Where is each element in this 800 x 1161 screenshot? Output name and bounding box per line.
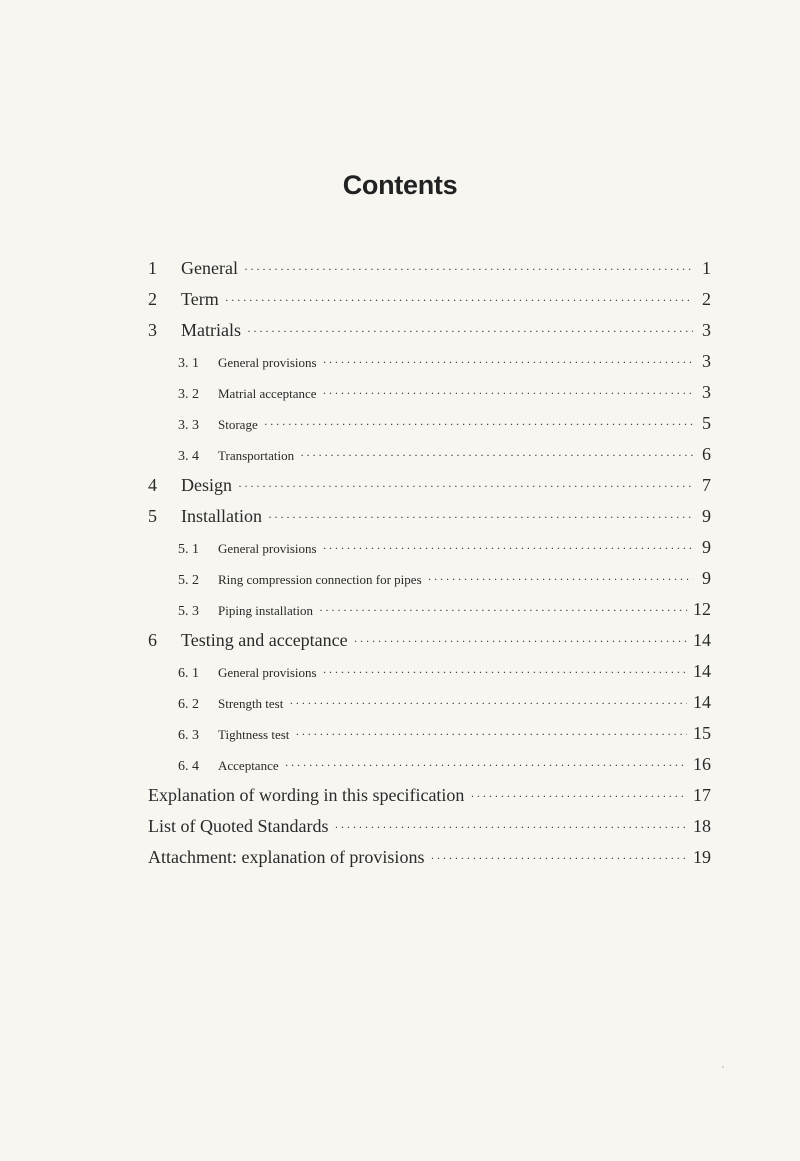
toc-entry-page: 3: [702, 351, 711, 371]
toc-entry-page: 18: [693, 816, 711, 836]
toc-entry-label: General provisions: [218, 541, 317, 556]
toc-entry-number: 1: [148, 258, 157, 278]
toc-entry[interactable]: [148, 284, 711, 315]
toc-entry-number: 5. 1: [178, 542, 199, 557]
toc-entry-label: Explanation of wording in this specification: [148, 785, 465, 805]
toc-entry-page: 14: [693, 692, 711, 712]
dot-leader: [238, 471, 693, 502]
toc-entry-number: 6. 3: [178, 728, 199, 743]
toc-entry-number: 6. 1: [178, 666, 199, 681]
toc-entry[interactable]: [148, 842, 711, 873]
dot-leader: [430, 843, 687, 874]
toc-entry-label: Design: [181, 475, 232, 495]
toc-entry[interactable]: [148, 501, 711, 532]
toc-entry-label: Storage: [218, 417, 258, 432]
dot-leader: [264, 409, 693, 440]
toc-entry-page: 7: [702, 475, 711, 495]
dot-leader: [354, 626, 687, 657]
toc-entry-number: 2: [148, 289, 157, 309]
toc-entry-label: General provisions: [218, 355, 317, 370]
toc-entry-page: 1: [702, 258, 711, 278]
dot-leader: [334, 812, 687, 843]
toc-subentry[interactable]: [148, 532, 711, 563]
dot-leader: [285, 750, 687, 781]
toc-entry-label: Acceptance: [218, 758, 279, 773]
toc-entry[interactable]: [148, 780, 711, 811]
toc-entry-number: 4: [148, 475, 157, 495]
dot-leader: [268, 502, 693, 533]
toc-entry-page: 5: [702, 413, 711, 433]
toc-entry-number: 3. 2: [178, 387, 199, 402]
dot-leader: [323, 347, 693, 378]
toc-entry-page: 9: [702, 568, 711, 588]
toc-subentry[interactable]: [148, 594, 711, 625]
toc-entry-label: Installation: [181, 506, 262, 526]
toc-subentry[interactable]: [148, 377, 711, 408]
toc-entry-page: 17: [693, 785, 711, 805]
toc-subentry[interactable]: [148, 687, 711, 718]
dot-leader: [319, 595, 687, 626]
dot-leader: [295, 719, 687, 750]
toc-entry-label: Term: [181, 289, 219, 309]
toc-entry-label: Matrials: [181, 320, 241, 340]
dot-leader: [470, 781, 687, 812]
toc-entry-page: 3: [702, 320, 711, 340]
toc-subentry[interactable]: [148, 408, 711, 439]
toc-subentry[interactable]: [148, 749, 711, 780]
toc-entry[interactable]: [148, 625, 711, 656]
toc-entry[interactable]: [148, 253, 711, 284]
toc-entry-label: Transportation: [218, 448, 295, 463]
toc-subentry[interactable]: [148, 439, 711, 470]
toc-entry-label: Tightness test: [218, 727, 290, 742]
toc-entry-number: 5. 2: [178, 573, 199, 588]
toc-entry-label: General: [181, 258, 238, 278]
toc-entry-number: 5. 3: [178, 604, 199, 619]
toc-subentry[interactable]: [148, 346, 711, 377]
dot-leader: [247, 316, 693, 347]
toc-entry-number: 6: [148, 630, 157, 650]
toc-entry-page: 6: [702, 444, 711, 464]
toc-entry-page: 14: [693, 630, 711, 650]
dot-leader: [289, 688, 687, 719]
toc-entry-number: 5: [148, 506, 157, 526]
dot-leader: [323, 378, 693, 409]
paper-speck: [722, 1066, 724, 1068]
toc-entry-label: Matrial acceptance: [218, 386, 317, 401]
dot-leader: [300, 440, 693, 471]
toc-entry[interactable]: [148, 470, 711, 501]
toc-entry-label: List of Quoted Standards: [148, 816, 329, 836]
toc-entry-label: General provisions: [218, 665, 317, 680]
toc-subentry[interactable]: [148, 656, 711, 687]
dot-leader: [225, 285, 693, 316]
dot-leader: [244, 254, 693, 285]
toc-entry-label: Ring compression connection for pipes: [218, 572, 422, 587]
toc-entry-page: 16: [693, 754, 711, 774]
toc-entry[interactable]: [148, 811, 711, 842]
toc-entry-page: 9: [702, 537, 711, 557]
toc-entry[interactable]: [148, 315, 711, 346]
page-title: Contents: [342, 170, 458, 200]
dot-leader: [323, 657, 687, 688]
toc-entry-label: Testing and acceptance: [181, 630, 348, 650]
toc-entry-page: 12: [693, 599, 711, 619]
toc-entry-page: 2: [702, 289, 711, 309]
toc-entry-page: 9: [702, 506, 711, 526]
dot-leader: [323, 533, 693, 564]
toc-entry-label: Strength test: [218, 696, 284, 711]
toc-entry-page: 14: [693, 661, 711, 681]
toc-entry-number: 3. 3: [178, 418, 199, 433]
toc-entry-label: Piping installation: [218, 603, 313, 618]
toc-entry-number: 3: [148, 320, 157, 340]
toc-entry-number: 3. 1: [178, 356, 199, 371]
dot-leader: [428, 564, 693, 595]
toc-entry-label: Attachment: explanation of provisions: [148, 847, 425, 867]
toc-entry-page: 19: [693, 847, 711, 867]
toc-entry-number: 6. 2: [178, 697, 199, 712]
toc-entry-number: 3. 4: [178, 449, 199, 464]
toc-entry-page: 3: [702, 382, 711, 402]
toc-entry-page: 15: [693, 723, 711, 743]
table-of-contents: [148, 253, 711, 873]
toc-subentry[interactable]: [148, 718, 711, 749]
toc-subentry[interactable]: [148, 563, 711, 594]
toc-entry-number: 6. 4: [178, 759, 199, 774]
